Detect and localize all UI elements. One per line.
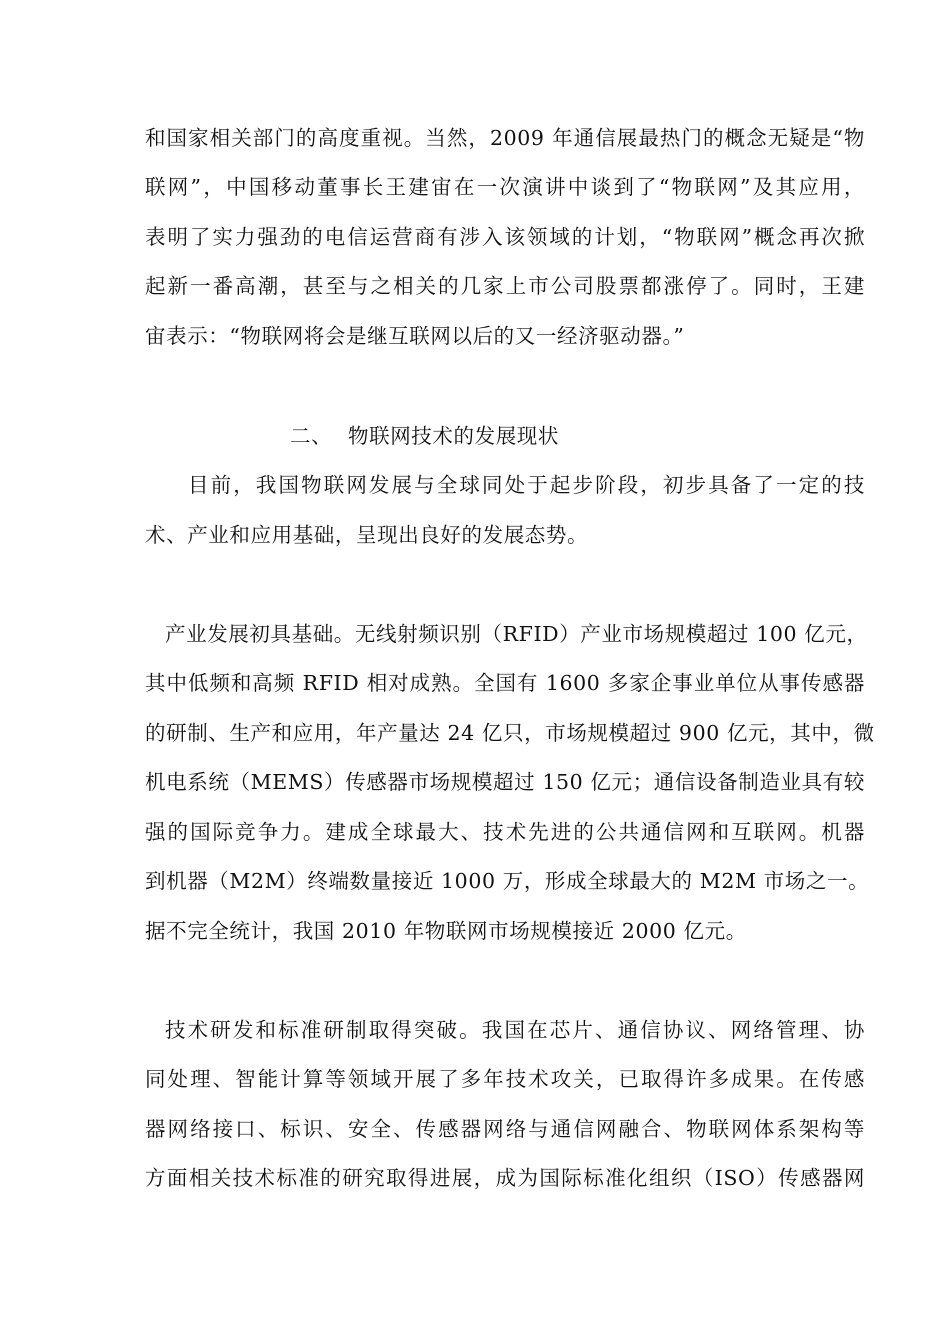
paragraph-line: 联网”，中国移动董事长王建宙在一次演讲中谈到了“物联网”及其应用， xyxy=(145,175,865,199)
paragraph-line: 宙表示：“物联网将会是继互联网以后的又一经济驱动器。” xyxy=(145,324,685,348)
paragraph-line: 表明了实力强劲的电信运营商有涉入该领域的计划，“物联网”概念再次掀 xyxy=(145,225,865,249)
paragraph-line: 器网络接口、标识、安全、传感器网络与通信网融合、物联网体系架构等 xyxy=(145,1117,865,1141)
section-heading xyxy=(290,421,559,451)
paragraph-line: 到机器（M2M）终端数量接近 1000 万，形成全球最大的 M2M 市场之一。 xyxy=(145,869,870,893)
paragraph-line: 方面相关技术标准的研究取得进展，成为国际标准化组织（ISO）传感器网 xyxy=(145,1166,865,1190)
paragraph-line: 的研制、生产和应用，年产量达 24 亿只，市场规模超过 900 亿元，其中，微 xyxy=(145,721,875,745)
section-title: 物联网技术的发展现状 xyxy=(348,424,559,448)
paragraph-line: 和国家相关部门的高度重视。当然，2009 年通信展最热门的概念无疑是“物 xyxy=(145,126,865,150)
paragraph-line: 其中低频和高频 RFID 相对成熟。全国有 1600 多家企事业单位从事传感器 xyxy=(145,671,865,695)
paragraph-line: 据不完全统计，我国 2010 年物联网市场规模接近 2000 亿元。 xyxy=(145,919,747,943)
paragraph-line: 术、产业和应用基础，呈现出良好的发展态势。 xyxy=(145,523,589,547)
paragraph-line: 起新一番高潮，甚至与之相关的几家上市公司股票都涨停了。同时，王建 xyxy=(145,274,865,298)
paragraph-line: 产业发展初具基础。无线射频识别（RFID）产业市场规模超过 100 亿元， xyxy=(165,622,868,646)
paragraph-line: 技术研发和标准研制取得突破。我国在芯片、通信协议、网络管理、协 xyxy=(165,1018,865,1042)
section-number: 二、 xyxy=(290,424,333,448)
paragraph-line: 目前，我国物联网发展与全球同处于起步阶段，初步具备了一定的技 xyxy=(188,473,865,497)
paragraph-line: 强的国际竞争力。建成全球最大、技术先进的公共通信网和互联网。机器 xyxy=(145,820,865,844)
paragraph-line: 机电系统（MEMS）传感器市场规模超过 150 亿元；通信设备制造业具有较 xyxy=(145,770,865,794)
paragraph-line: 同处理、智能计算等领域开展了多年技术攻关，已取得许多成果。在传感 xyxy=(145,1067,865,1091)
